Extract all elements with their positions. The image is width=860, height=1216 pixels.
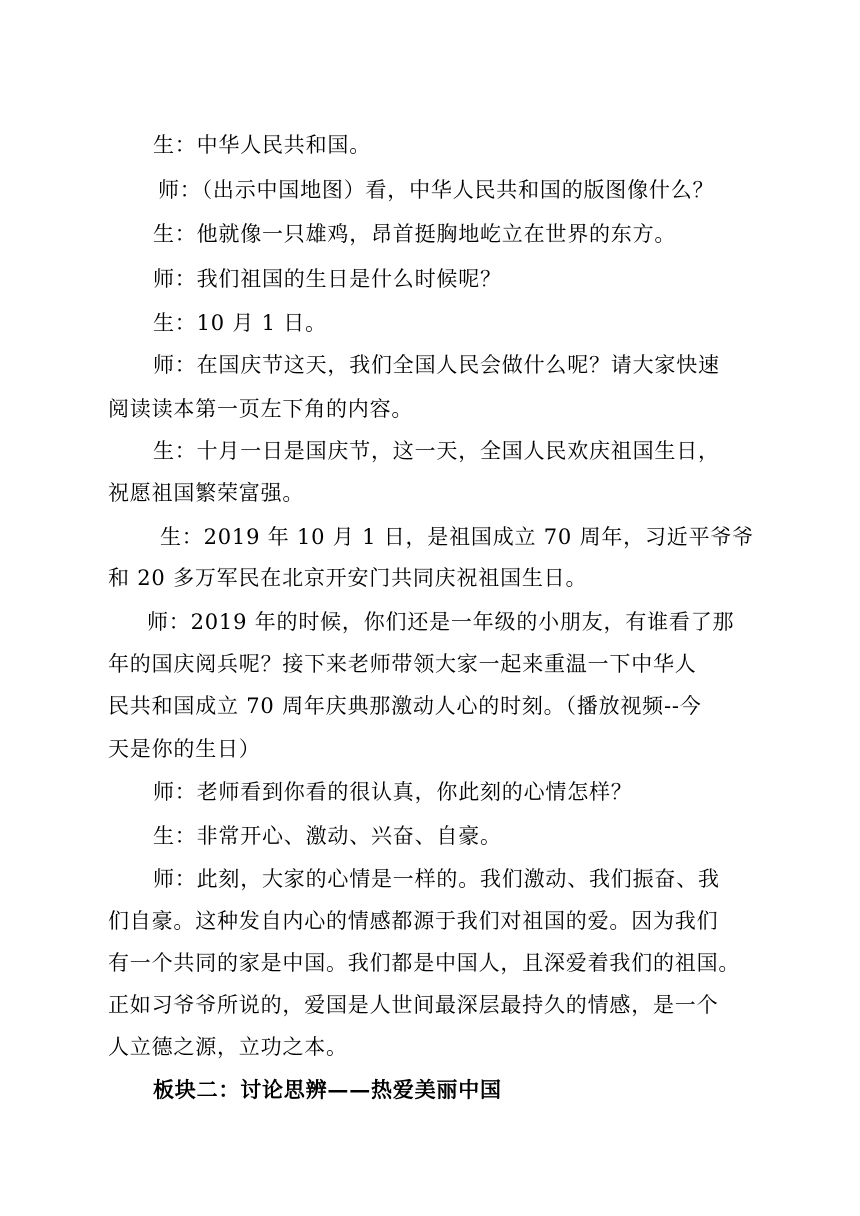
- paragraph-line: 们自豪。这种发自内心的情感都源于我们对祖国的爱。因为我们: [108, 909, 719, 933]
- paragraph-line: 生：2019 年 10 月 1 日，是祖国成立 70 周年，习近平爷爷: [160, 525, 754, 549]
- paragraph-line: 师：在国庆节这天，我们全国人民会做什么呢？请大家快速: [153, 353, 720, 377]
- section-heading: 板块二：讨论思辨——热爱美丽中国: [153, 1077, 502, 1102]
- paragraph-line: 生：非常开心、激动、兴奋、自豪。: [153, 824, 502, 848]
- paragraph-line: 师：2019 年的时候，你们还是一年级的小朋友，有谁看了那: [147, 610, 735, 634]
- paragraph-line: 生：10 月 1 日。: [153, 311, 327, 335]
- paragraph-line: 祝愿祖国繁荣富强。: [108, 481, 305, 505]
- paragraph-line: 师：此刻，大家的心情是一样的。我们激动、我们振奋、我: [153, 867, 720, 891]
- paragraph-line: 师：老师看到你看的很认真，你此刻的心情怎样？: [153, 780, 633, 804]
- paragraph-line: 和 20 多万军民在北京开安门共同庆祝祖国生日。: [108, 566, 588, 590]
- paragraph-line: 阅读读本第一页左下角的内容。: [108, 397, 414, 421]
- paragraph-line: 人立德之源，立功之本。: [108, 1035, 348, 1059]
- paragraph-line: 有一个共同的家是中国。我们都是中国人，且深爱着我们的祖国。: [108, 951, 741, 975]
- paragraph-line: 师：我们祖国的生日是什么时候呢？: [153, 267, 502, 291]
- paragraph-line: 师：（出示中国地图）看，中华人民共和国的版图像什么？: [158, 178, 715, 202]
- paragraph-line: 生：他就像一只雄鸡，昂首挺胸地屹立在世界的东方。: [153, 222, 677, 246]
- paragraph-line: 生：十月一日是国庆节，这一天，全国人民欢庆祖国生日，: [153, 439, 720, 463]
- paragraph-line: 天是你的生日）: [108, 737, 261, 761]
- paragraph-line: 年的国庆阅兵呢？接下来老师带领大家一起来重温一下中华人: [108, 652, 697, 676]
- paragraph-line: 民共和国成立 70 周年庆典那激动人心的时刻。（播放视频--今: [108, 694, 702, 718]
- paragraph-line: 正如习爷爷所说的，爱国是人世间最深层最持久的情感，是一个: [108, 993, 719, 1017]
- paragraph-line: 生：中华人民共和国。: [153, 133, 371, 157]
